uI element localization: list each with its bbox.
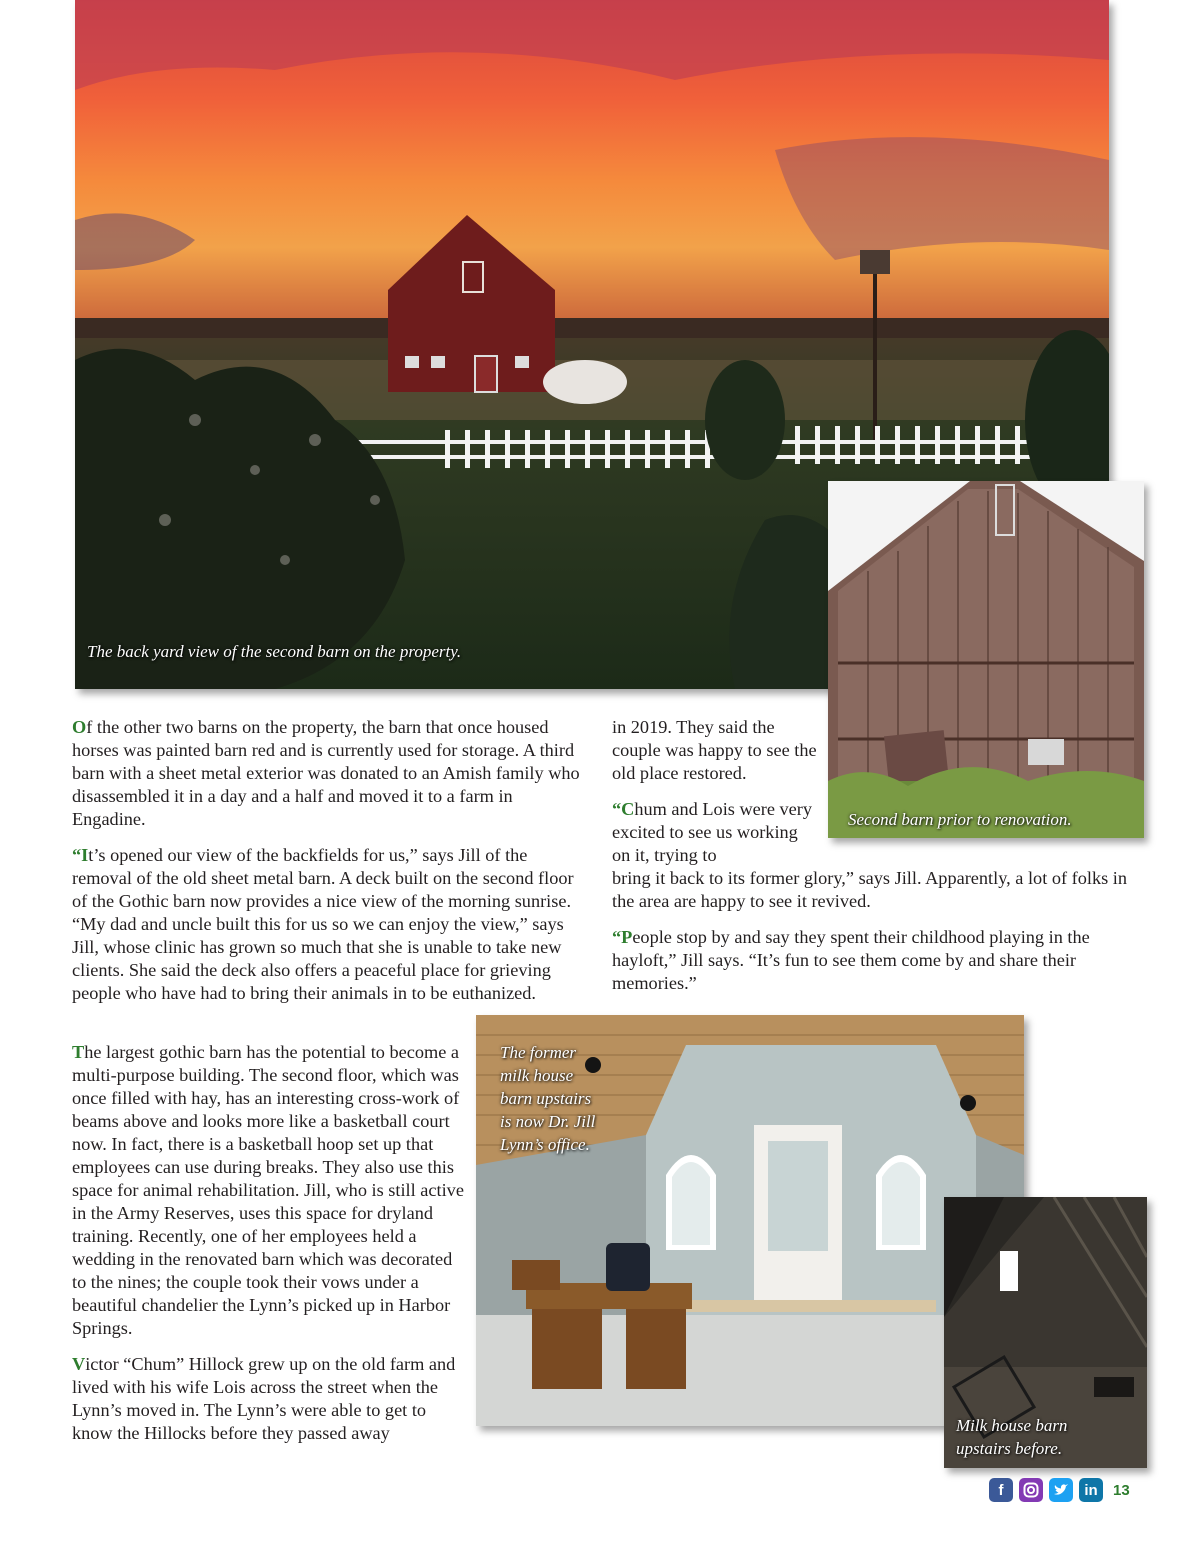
drop-cap: V [72,1354,86,1374]
article-left-lower-column [72,1041,464,1445]
office-photo [476,1015,1024,1426]
article-left-column [72,716,584,1005]
article-right-narrow-column [612,716,817,867]
caption-line: Lynn’s office. [500,1135,590,1154]
paragraph [612,716,817,785]
paragraph-text: he largest gothic barn has the potential to become a multi-purpose building. The second floor, which was once filled with hay, has an interesting cross-work of beams above and looks more like a basketball court now. In fact, there is a basketball hoop set up that employees can use during breaks. They also use this space for animal rehabilitation. Jill, who is still active in the Army Reserves, uses this space for dryland training. Recently, one of her employees held a wedding in the renovated barn which was decorated to the nines; the couple took their vows under a beautiful chandelier the Lynn’s picked up in Harbor Springs. [72,1042,464,1338]
paragraph [612,926,1132,995]
drop-cap: T [72,1042,85,1062]
milk-house-before-photo [944,1197,1147,1468]
milk-house-before-caption [956,1414,1067,1460]
caption-line: milk house [500,1066,574,1085]
drop-cap: “I [72,845,89,865]
paragraph-text: t’s opened our view of the backfields for us,” says Jill of the removal of the old sheet metal barn. A deck built on the second floor of the Gothic barn now provides a nice view of the morning sunrise. “My dad and uncle built this for us so we can enjoy the view,” says Jill, whose clinic has grown so much that she is unable to take new clients. She said the deck also offers a peaceful place for grieving people who have had to bring their animals in to be euthanized. [72,845,574,1003]
caption-line: is now Dr. Jill [500,1112,596,1131]
office-caption [500,1041,595,1156]
sunset-barn-caption: The back yard view of the second barn on the property. [87,642,462,661]
paragraph-text: f the other two barns on the property, the barn that once housed horses was painted barn red and is currently used for storage. A third barn with a sheet metal exterior was donated to an Amish family who disassembled it in a day and a half and moved it to a farm in Engadine. [72,717,580,829]
paragraph [72,716,584,831]
paragraph-text: in 2019. They said the couple was happy to see the old place restored. [612,717,817,783]
page-number: 13 [1113,1481,1130,1499]
article-right-wide-column [612,867,1132,995]
old-barn-caption: Second barn prior to renovation. [848,810,1072,829]
caption-line: Milk house barn [956,1416,1068,1435]
instagram-icon[interactable] [1019,1478,1043,1502]
paragraph-text: ictor “Chum” Hillock grew up on the old farm and lived with his wife Lois across the street when the Lynn’s moved in. The Lynn’s were able to get to know the Hillocks before they passed away [72,1354,456,1443]
caption-line: barn upstairs [500,1089,592,1108]
drop-cap: O [72,717,87,737]
paragraph [612,867,1132,913]
paragraph [72,1353,464,1445]
drop-cap: “P [612,927,633,947]
facebook-icon[interactable]: f [989,1478,1013,1502]
paragraph [72,1041,464,1340]
caption-line: The former [500,1043,577,1062]
paragraph-text: hum and Lois were very excited to see us working on it, trying to [612,799,813,865]
old-barn-photo [828,481,1144,838]
twitter-icon[interactable] [1049,1478,1073,1502]
paragraph [612,798,817,867]
linkedin-icon[interactable]: in [1079,1478,1103,1502]
social-footer [989,1478,1130,1502]
paragraph-text: eople stop by and say they spent their childhood playing in the hayloft,” Jill says. “It’s fun to see them come by and share their memories.” [612,927,1090,993]
caption-line: upstairs before. [956,1439,1063,1458]
paragraph [72,844,584,1005]
drop-cap: “C [612,799,635,819]
paragraph-text: bring it back to its former glory,” says Jill. Apparently, a lot of folks in the area are happy to see it revived. [612,868,1127,911]
